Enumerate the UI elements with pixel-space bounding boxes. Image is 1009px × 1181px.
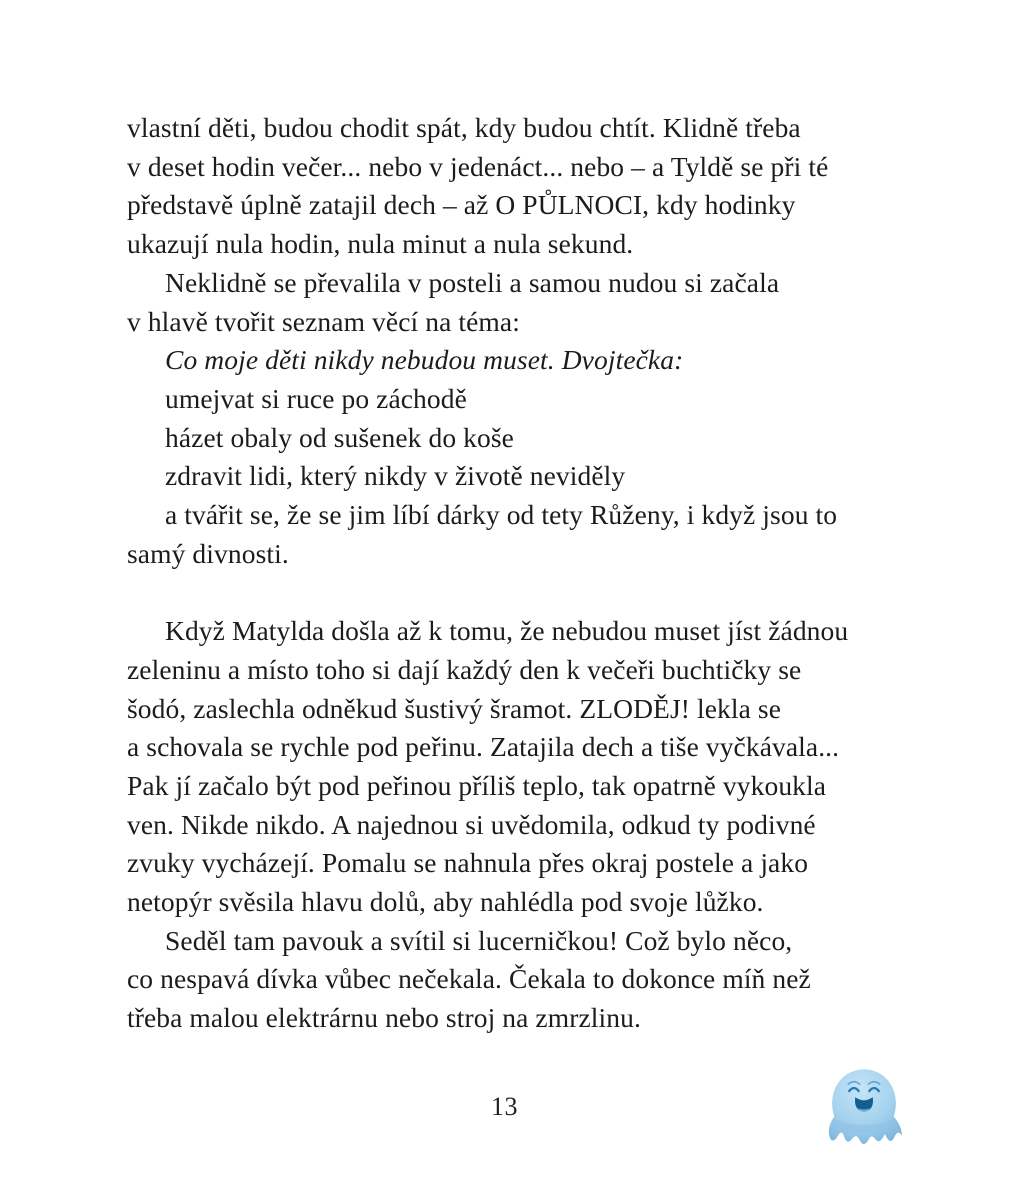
blue-ghost-illustration: [820, 1064, 908, 1148]
text-line: umejvat si ruce po záchodě: [165, 382, 467, 414]
text-line: a schovala se rychle pod peřinu. Zatajila dech a tiše vyčkávala...: [127, 731, 840, 763]
text-line: zeleninu a místo toho si dají každý den k večeři buchtičky se: [127, 653, 802, 685]
text-line: vlastní děti, budou chodit spát, kdy budou chtít. Klidně třeba: [127, 112, 801, 143]
text-line: samý divnosti.: [127, 537, 289, 569]
text-line: Když Matylda došla až k tomu, že nebudou muset jíst žádnou: [165, 615, 849, 647]
text-line: představě úplně zatajil dech – až O PŮLNOCI, kdy hodinky: [127, 189, 796, 221]
text-line: Seděl tam pavouk a svítil si lucerničkou! Což bylo něco,: [165, 924, 793, 956]
page-number: 13: [491, 1092, 518, 1121]
blue-ghost-icon: [820, 1064, 908, 1148]
text-line: Co moje děti nikdy nebudou muset. Dvojtečka:: [165, 344, 684, 376]
body-text: [127, 109, 927, 1038]
text-line: třeba malou elektrárnu nebo stroj na zmrzlinu.: [127, 1002, 641, 1034]
text-line: Pak jí začalo být pod peřinou příliš teplo, tak opatrně vykoukla: [127, 769, 827, 801]
text-line: zdravit lidi, který nikdy v životě neviděly: [165, 460, 626, 492]
text-line: ukazují nula hodin, nula minut a nula sekund.: [127, 228, 634, 260]
text-line: v deset hodin večer... nebo v jedenáct... nebo – a Tyldě se při té: [127, 150, 829, 182]
text-line: netopýr svěsila hlavu dolů, aby nahlédla pod svoje lůžko.: [127, 886, 764, 918]
text-line: co nespavá dívka vůbec nečekala. Čekala to dokonce míň než: [127, 963, 811, 995]
text-line: zvuky vycházejí. Pomalu se nahnula přes okraj postele a jako: [127, 847, 809, 879]
text-line: šodó, zaslechla odněkud šustivý šramot. ZLODĚJ! lekla se: [127, 692, 781, 724]
text-line: v hlavě tvořit seznam věcí na téma:: [127, 305, 520, 337]
text-line: Neklidně se převalila v posteli a samou nudou si začala: [165, 266, 780, 298]
text-line: a tvářit se, že se jim líbí dárky od tety Růženy, i když jsou to: [165, 499, 838, 531]
text-line: házet obaly od sušenek do koše: [165, 421, 514, 453]
text-line: ven. Nikde nikdo. A najednou si uvědomila, odkud ty podivné: [127, 808, 816, 840]
